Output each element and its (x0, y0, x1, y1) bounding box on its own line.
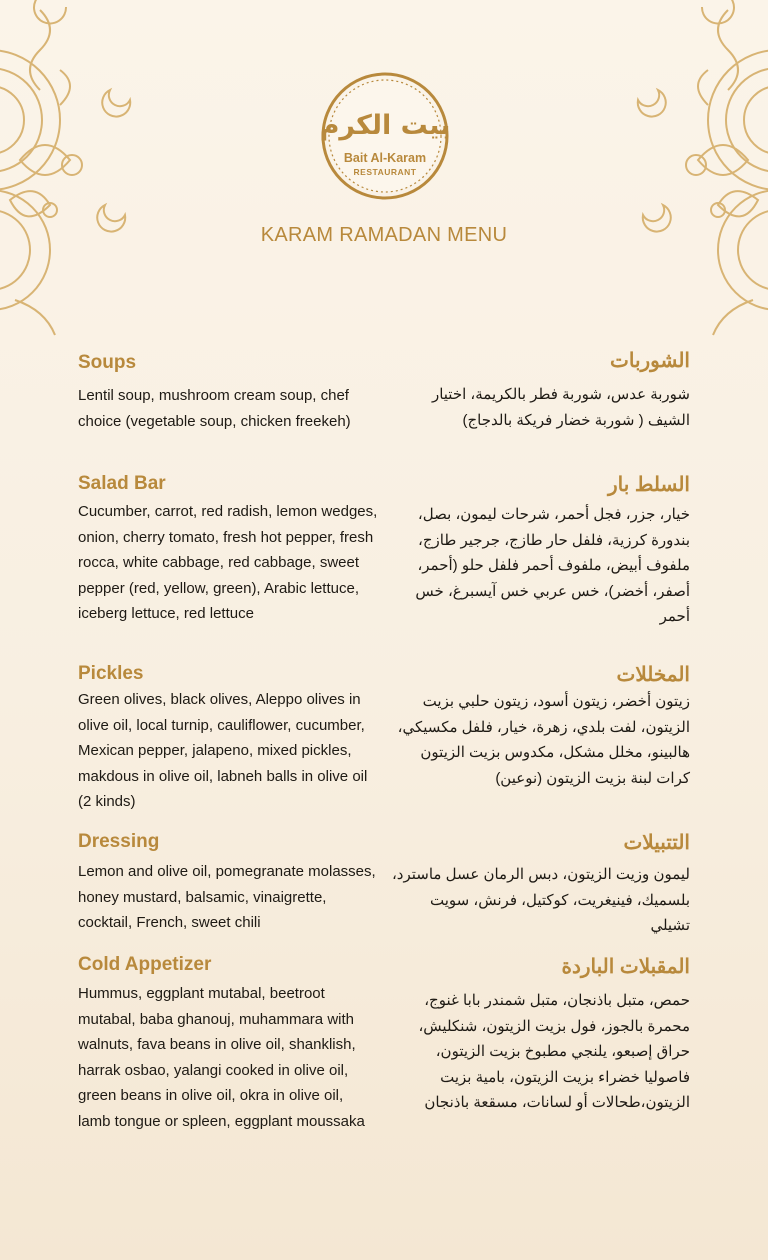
section-title-soups: Soups (78, 352, 137, 373)
section-text-dressing-ar: ليمون وزيت الزيتون، دبس الرمان عسل ماسترد، بلسميك، فينيغريت، كوكتيل، فرنش، سويت تشيلي (391, 866, 690, 934)
section-title-salad-bar-ar: السلط بار (608, 474, 690, 496)
section-title-pickles: Pickles (78, 663, 144, 684)
section-text-cold-appetizer: Hummus, eggplant mutabal, beetroot mutabal, baba ghanouj, muhammara with walnuts, fava beans in olive oil, shanklish, harrak osbao, yalangi cooked in olive oil, green beans in olive oil, okra in olive oil, lamb tongue or spleen, eggplant moussaka (78, 985, 365, 1130)
section-text-cold-appetizer-ar: حمص، متبل باذنجان، متبل شمندر بابا غنوج، محمرة بالجوز، فول بزيت الزيتون، شنكليش، حراق إصبعو، يلنجي مطبوخ بزيت الزيتون، فاصوليا خضراء بزيت الزيتون، بامية بزيت الزيتون،طحالات أو لسانات، مسقعة باذنجان (418, 992, 690, 1111)
section-title-cold-appetizer: Cold Appetizer (78, 954, 212, 975)
section-title-soups-ar: الشوربات (610, 350, 690, 372)
menu-title: KARAM RAMADAN MENU (260, 224, 508, 246)
section-text-soups-ar: شوربة عدس، شوربة فطر بالكريمة، اختيار الشيف ( شوربة خضار فريكة بالدجاج) (431, 386, 690, 429)
section-title-salad-bar: Salad Bar (78, 473, 166, 494)
section-title-dressing-ar: التتبيلات (623, 832, 690, 854)
section-text-salad-bar: Cucumber, carrot, red radish, lemon wedges, onion, cherry tomato, fresh hot pepper, fresh rocca, white cabbage, red cabbage, sweet pepper (red, yellow, green), Arabic lettuce, iceberg lettuce, red lettuce (78, 503, 378, 622)
english-column (78, 0, 378, 1260)
logo-english-name: Bait Al-Karam (343, 151, 427, 165)
section-text-dressing: Lemon and olive oil, pomegranate molasses, honey mustard, balsamic, vinaigrette, cocktail, French, sweet chili (78, 863, 376, 931)
section-text-pickles-ar: زيتون أخضر، زيتون أسود، زيتون حلبي بزيت الزيتون، لفت بلدي، زهرة، خيار، فلفل مكسيكي، هالبينو، مخلل مشكل، مكدوس بزيت الزيتون كرات لبنة بزيت الزيتون (نوعين) (397, 693, 690, 787)
section-text-salad-bar-ar: خيار، جزر، فجل أحمر، شرحات ليمون، بصل، بندورة كرزية، فلفل حار طازج، جرجير طازج، ملفوف أبيض، ملفوف أحمر فلفل حلو (أحمر، أصفر، أخضر)، خس عربي خس آيسبرغ، خس أحمر (415, 506, 690, 625)
section-title-pickles-ar: المخللات (616, 664, 690, 686)
arabic-column (390, 0, 690, 1260)
section-text-soups: Lentil soup, mushroom cream soup, chef choice (vegetable soup, chicken freekeh) (78, 387, 351, 430)
section-title-cold-appetizer-ar: المقبلات الباردة (561, 956, 690, 978)
logo-tagline: RESTAURANT (353, 167, 417, 177)
section-title-dressing: Dressing (78, 831, 160, 852)
logo-arabic-name: بيت الكرم (320, 110, 450, 141)
section-text-pickles: Green olives, black olives, Aleppo olives in olive oil, local turnip, cauliflower, cucumber, Mexican pepper, jalapeno, mixed pickles, makdous in olive oil, labneh balls in olive oil (2 kinds) (78, 691, 368, 810)
